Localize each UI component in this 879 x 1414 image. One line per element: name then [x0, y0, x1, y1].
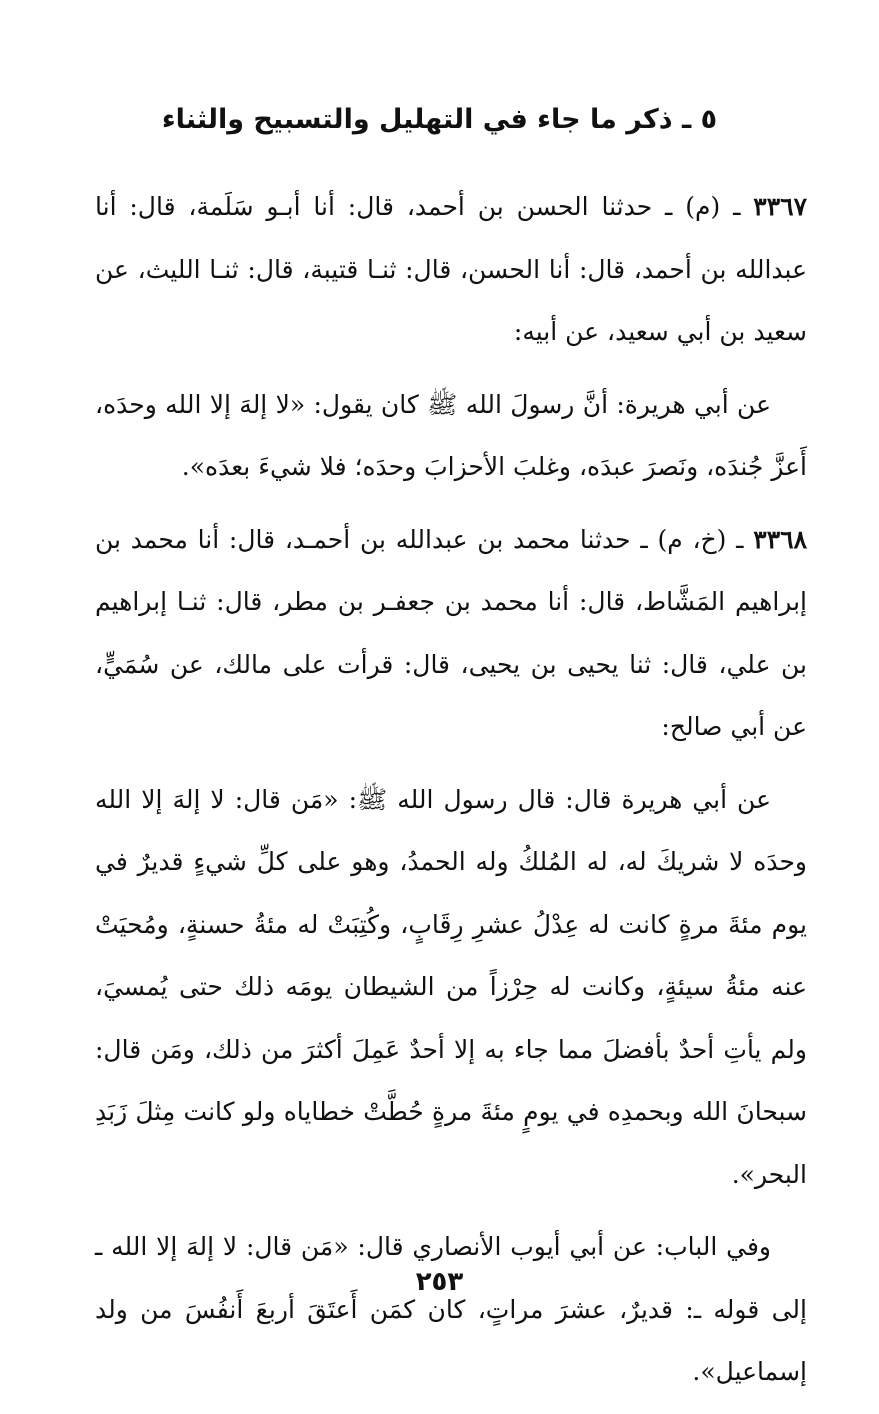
hadith-3368-isnad: [95, 509, 807, 759]
hadith-number: ٣٣٦٨: [753, 524, 807, 554]
body-text: [95, 176, 807, 1414]
hadith-3367-isnad: [95, 176, 807, 364]
isnad-text: ـ (خ، م) ـ حدثنا محمد بن عبدالله بن أحمـد، قال: أنا محمد بن إبراهيم المَشَّاط، قال: أنا محمد بن جعفـر بن مطر، قال: ثنـا إبراهيم بن علي، قال: ثنا يحيى بن يحيى، قال: قرأت على مالك، عن سُمَيٍّ، عن أبي صالح:: [95, 524, 807, 741]
hadith-3368-matn: عن أبي هريرة قال: قال رسول الله ﷺ: «مَن قال: لا إلهَ إلا الله وحدَه لا شريكَ له، له المُلكُ وله الحمدُ، وهو على كلِّ شيءٍ قديرٌ في يوم مئةَ مرةٍ كانت له عِدْلُ عشرِ رِقَابٍ، وكُتِبَتْ له مئةُ حسنةٍ، ومُحيَتْ عنه مئةُ سيئةٍ، وكانت له حِرْزاً من الشيطان يومَه ذلك حتى يُمسيَ، ولم يأتِ أحدٌ بأفضلَ مما جاء به إلا أحدٌ عَمِلَ أكثرَ من ذلك، ومَن قال: سبحانَ الله وبحمدِه في يومٍ مئةَ مرةٍ حُطَّتْ خطاياه ولو كانت مِثلَ زَبَدِ البحر».: [95, 784, 807, 1189]
hadith-number: ٣٣٦٧: [753, 192, 807, 221]
hadith-3367-matn: عن أبي هريرة: أنَّ رسولَ الله ﷺ كان يقول: «لا إلهَ إلا الله وحدَه، أَعزَّ جُندَه، ونَصرَ عبدَه، وغلبَ الأحزابَ وحدَه؛ فلا شيءَ بعدَه».: [95, 389, 807, 481]
section-heading: ٥ ـ ذكر ما جاء في التهليل والتسبيح والثناء: [161, 104, 718, 135]
page-number: ٢٥٣: [415, 1267, 464, 1297]
isnad-text: ـ (م) ـ حدثنا الحسن بن أحمد، قال: أنا أبـو سَلَمة، قال: أنا عبدالله بن أحمد، قال: أنا الحسن، قال: ثنـا قتيبة، قال: ثنـا الليث، عن سعيد بن أبي سعيد، عن أبيه:: [95, 192, 807, 346]
bab-note: وفي الباب: عن أبي أيوب الأنصاري قال: «مَن قال: لا إلهَ إلا الله ـ إلى قوله ـ: قديرٌ، عشرَ مراتٍ، كان كمَن أَعتَقَ أربعَ أَنفُسَ من ولد إسماعيل».: [95, 1232, 807, 1386]
